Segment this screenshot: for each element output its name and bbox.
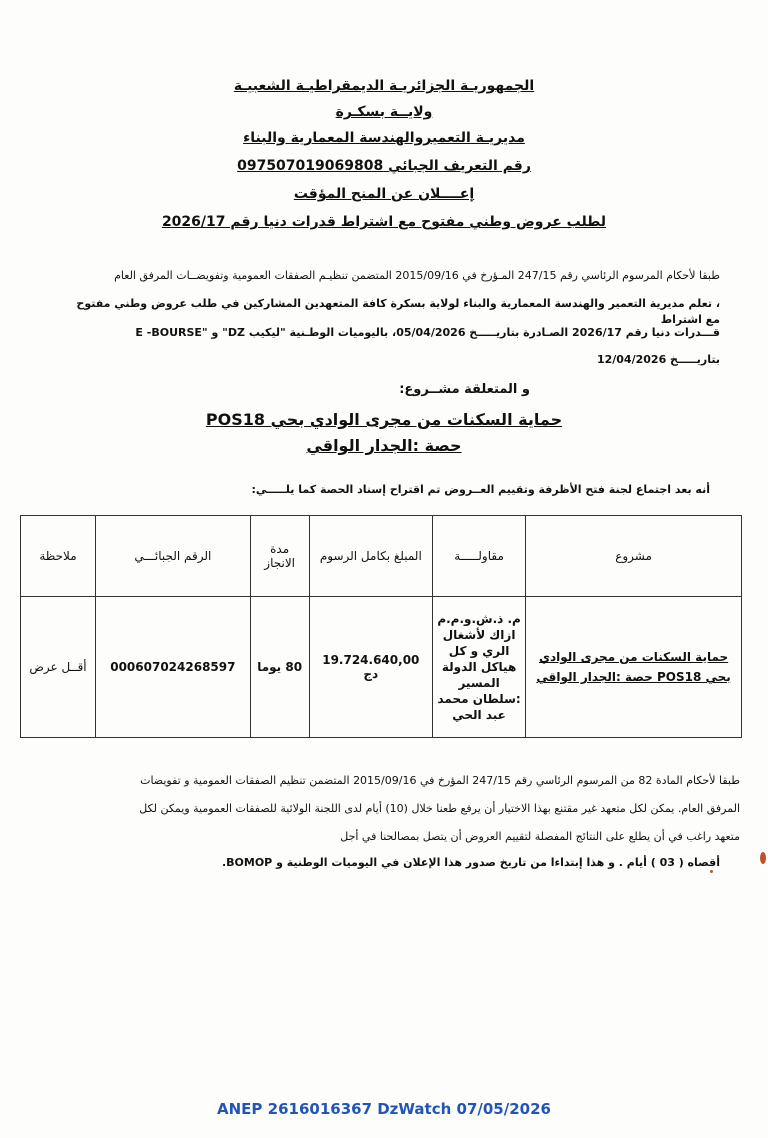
closing-line-4: أقصاه ( 03 ) أيام . و هذا إبتداءا من تاريخ صدور هذا الإعلان في اليوميات الوطنية و BOMOP.	[221, 856, 720, 869]
cell-contractor: م. ذ.ش.و.م.م ازاك لأشغال الري و كل هياكل الدولة المسير :سلطان محمد عبد الحي	[433, 597, 526, 738]
tax-id-heading: رقم التعريف الجبائي 097507019069808	[237, 158, 531, 174]
header-project: مشروع	[526, 516, 742, 597]
intro-line-2: ، تعلم مديرية التعمير والهندسة المعمارية والبناء لولاية بسكرة كافة المتعهدين المشاركين في طلب عروض وطني مفتوح مع اشتراط	[76, 297, 720, 326]
closing-line-2: المرفق العام. يمكن لكل متعهد غير مقتنع بهذا الاختيار أن يرفع طعنا خلال (10) أيام لدى اللجنة الولائية للصفقات العمومية ويمكن لكل	[139, 802, 740, 815]
closing-line-1: طبقا لأحكام المادة 82 من المرسوم الرئاسي رقم 247/15 المؤرخ في 2015/09/16 المتضمن تنظيم الصفقات العمومية و تفويضات	[140, 774, 740, 787]
intro-line-1: طبقا لأحكام المرسوم الرئاسي رقم 247/15 المـؤرخ في 2015/09/16 المتضمن تنظيـم الصفقات العمومية وتفويضــات المرفق العام	[114, 269, 720, 282]
scan-mark	[760, 852, 766, 864]
header-contractor: مقاولـــــة	[433, 516, 526, 597]
intro-line-4: بتاريـــــخ 12/04/2026	[596, 353, 720, 366]
cell-project: حماية السكنات من مجرى الوادي بحي POS18 حصة :الجدار الواقي	[526, 597, 742, 738]
header-tax-id: الرقم الجبائـــي	[96, 516, 251, 597]
scan-dot	[710, 870, 713, 873]
header-amount: المبلغ بكامل الرسوم	[309, 516, 432, 597]
project-lot: حصة :الجدار الواقي	[306, 436, 462, 455]
footer-reference: ANEP 2616016367 DzWatch 07/05/2026	[217, 1100, 551, 1118]
meeting-text: أنه بعد اجتماع لجنة فتح الأظرفة وتقييم العــروض تم اقتراح إسناد الحصة كما يلـــــي:	[251, 483, 710, 496]
table-header-row	[21, 516, 742, 597]
intro-line-3: قـــدرات دنيا رقم 2026/17 الصـادرة بتاريـــــخ 05/04/2026، باليوميات الوطـنية "ليكيب DZ" و "E -BOURSE	[135, 326, 720, 339]
wilaya-heading: ولايــة بسكـرة	[335, 104, 433, 120]
project-related-label: و المتعلقة مشــروع:	[399, 382, 530, 397]
republic-heading: الجمهوريـة الجزائريـة الديمقراطيـة الشعبيـة	[233, 78, 535, 94]
header-note: ملاحظة	[21, 516, 96, 597]
notice-title: إعــــلان عن المنح المؤقت	[293, 186, 475, 202]
cell-note: أقــل عرض	[21, 597, 96, 738]
header-duration: مدة الانجاز	[250, 516, 309, 597]
cell-tax-id: 000607024268597	[96, 597, 251, 738]
closing-line-3: متعهد راغب في أن يطلع على النتائج المفصلة لتقييم العروض أن يتصل بمصالحنا في أجل	[340, 830, 740, 843]
cell-duration: 80 يوما	[250, 597, 309, 738]
directorate-heading: مديريـة التعميروالهندسة المعمارية والبناء	[243, 130, 525, 146]
award-table	[20, 515, 742, 738]
table-row	[21, 597, 742, 738]
tender-heading: لطلب عروض وطني مفتوح مع اشتراط قدرات دنيا رقم 2026/17	[161, 214, 607, 230]
cell-amount: 19.724.640,00 دج	[309, 597, 432, 738]
project-title: حماية السكنات من مجرى الوادي بحي POS18	[205, 410, 563, 429]
